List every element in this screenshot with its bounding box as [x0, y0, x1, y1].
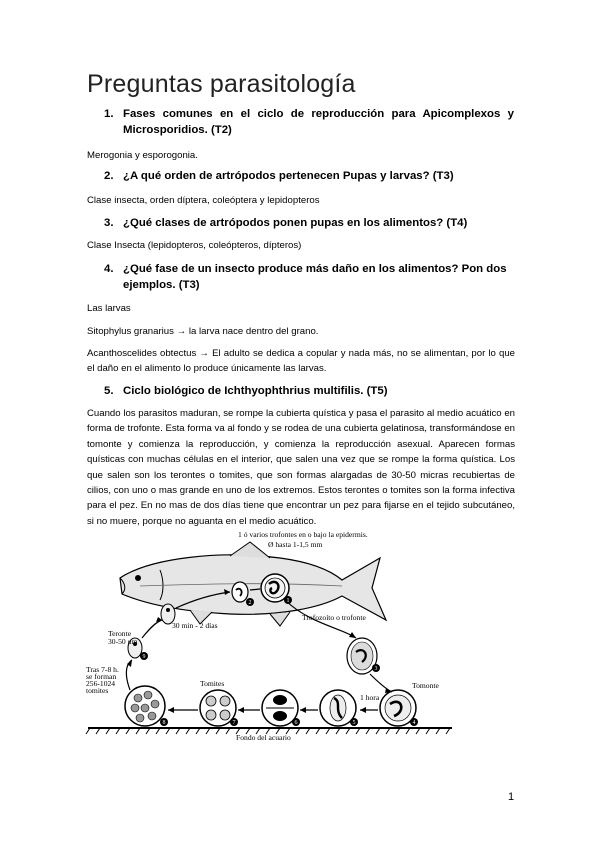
- label-tomites: Tomites: [200, 679, 225, 688]
- question-text: ¿Qué clases de artrópodos ponen pupas en los alimentos? (T4): [123, 217, 468, 229]
- question-5: [104, 383, 514, 399]
- answer-5-paragraph: Cuando los parasitos maduran, se rompe la cubierta quística y pasa el parasito al medio acuático en forma de trofonte. Esta forma va al fondo y se rodea de una cubierta gelatinosa, transformándose en tomonte y comienza la reproducción, y comienza la reproducción asexual. Aparecen formas quísticas con muchas células en el interior, que salen una vez que se rompe la forma quística. Los que salen son los terontes o tomites, que son formas alargadas de 30-50 micras recubiertas de cilios, con uno o mas grande en uno de los extremos. Estos terontes o tomites son la forma infectiva para el pez. En no mas de dos días tiene que encontrar un pez para fijarse en el tejido subcutáneo, si no muere, porque no aguanta en el medio acuático.: [87, 408, 515, 527]
- answer-3: Clase Insecta (lepidopteros, coleópteros, dípteros): [87, 240, 302, 251]
- answer-1: Merogonia y esporogonia.: [87, 150, 198, 161]
- page-number: 1: [508, 791, 515, 803]
- page-title: Preguntas parasitología: [87, 70, 356, 98]
- label-teronte-size: 30-50 μm: [108, 637, 138, 646]
- question-4: [104, 261, 514, 293]
- label-time: 30 min - 2 días: [172, 621, 218, 630]
- question-1: [104, 106, 514, 138]
- question-number: 3.: [104, 217, 114, 229]
- answer-4-line-2: Sitophylus granarius → la larva nace dentro del grano.: [87, 326, 319, 337]
- early-trofonte: [232, 582, 248, 602]
- label-count: 256-1024: [86, 679, 116, 688]
- label-tomonte: Tomonte: [412, 681, 439, 690]
- arrow: [370, 674, 392, 692]
- answer-4-line-3: Acanthoscelides obtectus → El adulto se dedica a copular y nada más, no se alimentan, por lo que el daño en el alimento lo produce únicamente las larvas.: [87, 348, 515, 374]
- question-number: 4.: [104, 263, 114, 275]
- life-cycle-figure: [80, 528, 460, 743]
- step-number: 9: [142, 654, 146, 660]
- label-teronte: Teronte: [108, 629, 132, 638]
- label-tras: Tras 7-8 h.: [86, 665, 119, 674]
- question-text: Fases comunes en el ciclo de reproducción para Apicomplexos y Microsporidios. (T2): [123, 108, 514, 136]
- label-tomites-count: tomites: [86, 686, 109, 695]
- label-size: Ø hasta 1-1,5 mm: [268, 540, 323, 549]
- question-number: 2.: [104, 170, 114, 182]
- answer-2: Clase insecta, orden díptera, coleóptera y lepidopteros: [87, 195, 320, 206]
- question-text: ¿Qué fase de un insecto produce más daño en los alimentos? Pon dos ejemplos. (T3): [123, 263, 507, 291]
- step-number: 3: [374, 666, 378, 672]
- tomites-cyst: [125, 686, 165, 726]
- label-forman: se forman: [86, 672, 117, 681]
- step-number: 8: [162, 720, 166, 726]
- question-number: 1.: [104, 108, 114, 120]
- step-number: 1: [286, 598, 290, 604]
- label-hora: 1 hora: [360, 693, 380, 702]
- step-number: 2: [248, 600, 252, 606]
- label-epidermis: 1 ó varios trofontes en o bajo la epidermis.: [238, 530, 368, 539]
- answer-4-line-1: Las larvas: [87, 303, 131, 314]
- step-number: 7: [232, 720, 236, 726]
- question-text: Ciclo biológico de Ichthyophthrius multifilis. (T5): [123, 385, 388, 397]
- question-2: [104, 168, 514, 184]
- arrow: [142, 620, 162, 638]
- label-fondo: Fondo del acuario: [236, 733, 291, 742]
- question-text: ¿A qué orden de artrópodos pertenecen Pupas y larvas? (T3): [123, 170, 454, 182]
- step-number: 5: [352, 720, 356, 726]
- label-trofozoito: Trofozoíto o trofonte: [302, 613, 366, 622]
- question-number: 5.: [104, 385, 114, 397]
- step-number: 6: [294, 720, 298, 726]
- step-number: 4: [412, 720, 416, 726]
- question-3: [104, 215, 514, 231]
